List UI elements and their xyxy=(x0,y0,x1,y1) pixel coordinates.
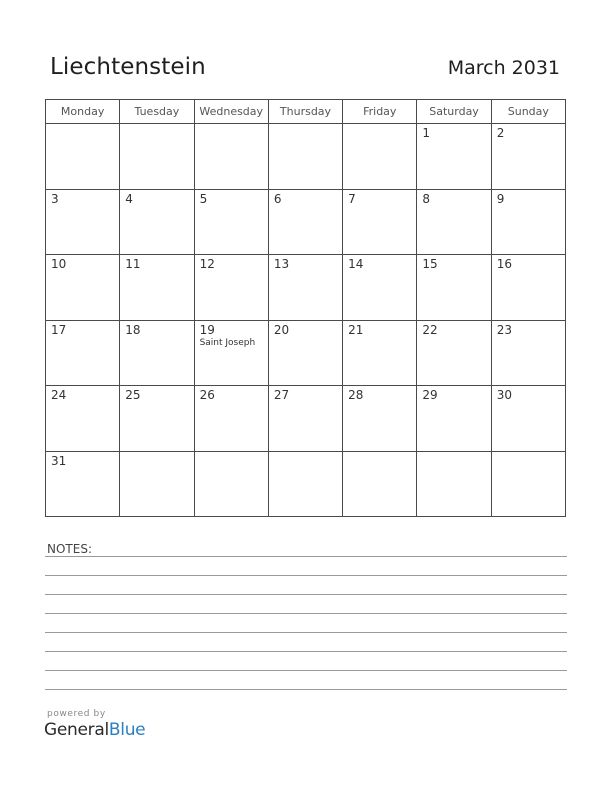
day-number xyxy=(120,124,193,140)
week-row xyxy=(46,255,566,321)
day-number: 6 xyxy=(273,191,282,206)
day-number xyxy=(492,452,565,468)
weekday-header-row xyxy=(46,100,566,124)
day-number xyxy=(195,124,268,140)
notes-line xyxy=(45,575,567,576)
notes-line xyxy=(45,632,567,633)
day-cell xyxy=(268,386,342,452)
day-number: 3 xyxy=(51,191,59,206)
day-cell xyxy=(194,255,268,321)
day-cell xyxy=(268,255,342,321)
week-row xyxy=(46,124,566,190)
weekday-header: Sunday xyxy=(491,100,565,124)
day-number: 9 xyxy=(496,191,505,206)
day-number xyxy=(269,124,342,140)
brand-name-part1: General xyxy=(44,720,109,740)
day-cell xyxy=(417,124,491,190)
notes-line xyxy=(45,556,567,557)
day-cell xyxy=(46,124,120,190)
day-cell xyxy=(491,386,565,452)
day-number xyxy=(343,452,416,468)
day-number: 19 xyxy=(199,322,215,337)
calendar-grid xyxy=(45,99,566,517)
holiday-label: Saint Joseph xyxy=(199,337,256,348)
weekday-header: Monday xyxy=(46,100,120,124)
notes-line xyxy=(45,613,567,614)
day-cell xyxy=(491,124,565,190)
day-number: 20 xyxy=(273,322,290,337)
day-number: 27 xyxy=(273,388,290,402)
day-number: 30 xyxy=(496,388,512,402)
weekday-header: Tuesday xyxy=(120,100,194,124)
day-cell xyxy=(268,189,342,255)
day-number xyxy=(120,452,193,468)
day-number: 26 xyxy=(199,388,215,402)
day-number xyxy=(269,452,342,468)
day-cell xyxy=(120,124,194,190)
day-cell xyxy=(194,189,268,255)
day-cell xyxy=(120,255,194,321)
brand-logo[interactable] xyxy=(44,720,145,740)
day-cell xyxy=(343,255,417,321)
weekday-header: Saturday xyxy=(417,100,491,124)
week-row xyxy=(46,189,566,255)
day-number xyxy=(417,452,490,468)
day-cell xyxy=(120,451,194,517)
day-number: 11 xyxy=(125,257,141,271)
notes-line xyxy=(45,689,567,690)
week-row xyxy=(46,451,566,517)
day-number: 21 xyxy=(348,322,364,337)
day-number: 25 xyxy=(125,388,141,402)
day-number: 14 xyxy=(348,257,364,271)
day-cell xyxy=(343,320,417,386)
day-number: 28 xyxy=(348,388,364,402)
day-cell xyxy=(120,320,194,386)
day-number: 29 xyxy=(422,388,438,402)
day-number: 4 xyxy=(125,191,133,206)
day-number: 23 xyxy=(496,322,512,337)
day-cell xyxy=(268,124,342,190)
weekday-header: Thursday xyxy=(268,100,342,124)
day-cell xyxy=(120,386,194,452)
week-row xyxy=(46,320,566,386)
notes-label: NOTES: xyxy=(47,542,92,556)
day-cell xyxy=(417,255,491,321)
weekday-header: Wednesday xyxy=(194,100,268,124)
notes-line xyxy=(45,670,567,671)
day-cell xyxy=(491,255,565,321)
day-number: 8 xyxy=(422,191,431,206)
day-number: 31 xyxy=(51,453,67,468)
day-number: 18 xyxy=(125,322,141,337)
day-cell xyxy=(417,320,491,386)
day-cell xyxy=(46,451,120,517)
day-number: 10 xyxy=(51,257,67,271)
day-cell xyxy=(417,189,491,255)
powered-by-text: powered by xyxy=(47,709,106,719)
day-number: 1 xyxy=(422,126,431,140)
day-cell xyxy=(120,189,194,255)
day-cell xyxy=(491,451,565,517)
day-cell xyxy=(46,386,120,452)
day-number: 17 xyxy=(51,322,67,337)
notes-line xyxy=(45,594,567,595)
day-number: 7 xyxy=(348,191,356,206)
day-cell xyxy=(46,255,120,321)
day-number: 13 xyxy=(273,257,290,271)
day-cell xyxy=(194,451,268,517)
day-number: 22 xyxy=(422,322,438,337)
day-cell xyxy=(268,451,342,517)
day-cell xyxy=(491,189,565,255)
weekday-header: Friday xyxy=(343,100,417,124)
day-number: 16 xyxy=(496,257,512,271)
day-number: 5 xyxy=(199,191,208,206)
day-cell xyxy=(268,320,342,386)
brand-name-part2: Blue xyxy=(108,720,146,740)
day-cell xyxy=(417,386,491,452)
day-number: 12 xyxy=(199,257,215,271)
day-cell xyxy=(194,320,268,386)
day-number: 15 xyxy=(422,257,438,271)
day-number xyxy=(343,124,416,140)
day-number xyxy=(195,452,268,468)
notes-line xyxy=(45,651,567,652)
month-year-title: March 2031 xyxy=(447,57,560,79)
country-title: Liechtenstein xyxy=(50,54,206,80)
day-cell xyxy=(46,320,120,386)
day-cell xyxy=(194,386,268,452)
week-row xyxy=(46,386,566,452)
day-cell xyxy=(417,451,491,517)
day-cell xyxy=(343,386,417,452)
day-cell xyxy=(343,451,417,517)
day-cell xyxy=(343,124,417,190)
day-number xyxy=(46,124,119,140)
day-number: 2 xyxy=(496,126,505,140)
day-number: 24 xyxy=(51,388,67,402)
day-cell xyxy=(343,189,417,255)
day-cell xyxy=(46,189,120,255)
day-cell xyxy=(491,320,565,386)
day-cell xyxy=(194,124,268,190)
